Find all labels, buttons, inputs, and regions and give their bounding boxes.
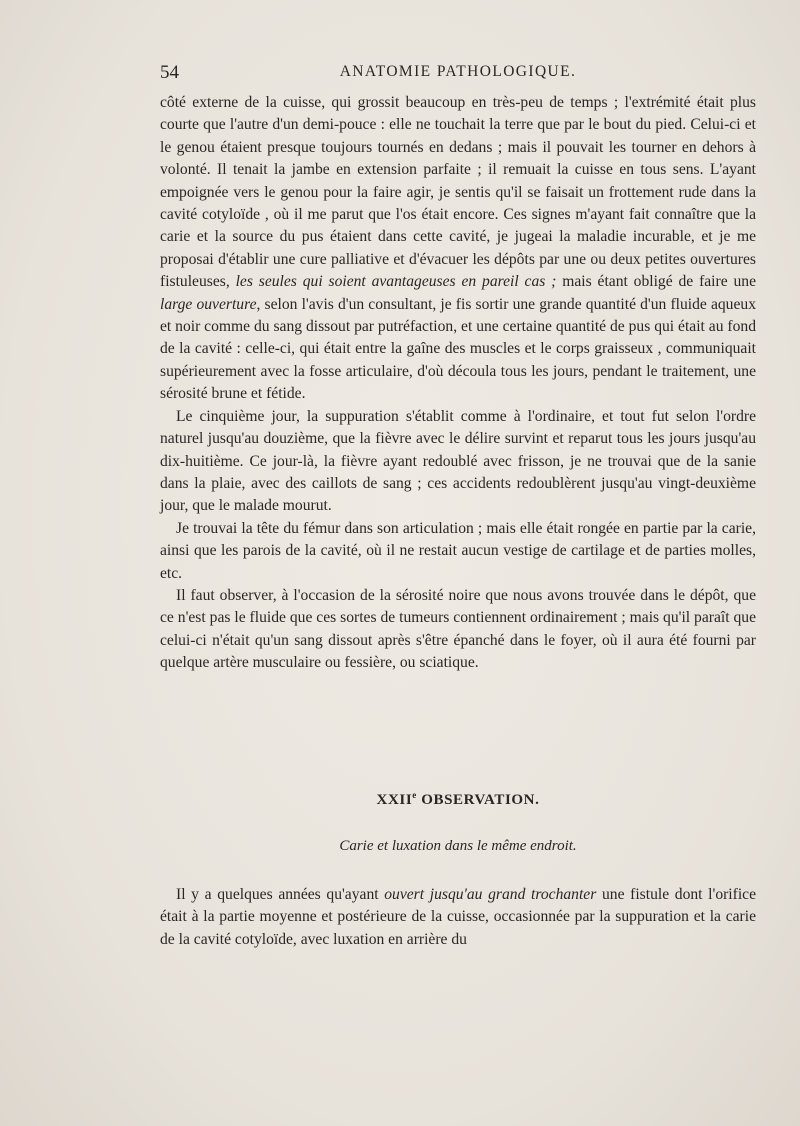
page-header [160, 62, 756, 86]
running-title: ANATOMIE PATHOLOGIQUE. [339, 63, 577, 80]
observation-heading: XXIIe OBSERVATION. [376, 790, 540, 808]
paragraph: Il y a quelques années qu'ayant ouvert jusqu'au grand trochanter une fistule dont l'orifice était à la partie moyenne et postérieure de la cuisse, occasionnée par la suppuration et la carie de la cavité cotyloïde, avec luxation en arrière du [160, 886, 757, 948]
observation-subtitle: Carie et luxation dans le même endroit. [339, 838, 577, 854]
italic-phrase: ouvert jusqu'au grand trochanter [384, 886, 597, 903]
paragraph: Il faut observer, à l'occasion de la sérosité noire que nous avons trouvée dans le dépôt, que ce n'est pas le fluide que ces sortes de tumeurs contiennent ordinairement ; mais qu'il paraît que celui-ci n'était qu'un sang dissout après s'être épanché dans le foyer, où il aura été fourni par quelque artère musculaire ou fessière, ou sciatique. [160, 586, 756, 672]
italic-phrase: large ouverture [160, 295, 257, 313]
body-text-block-1 [160, 92, 756, 675]
body-text-block-2 [160, 884, 756, 951]
page-number: 54 [160, 62, 179, 83]
italic-phrase: les seules qui soient avantageuses en pareil cas ; [235, 273, 557, 291]
paragraph: Le cinquième jour, la suppuration s'établit comme à l'ordinaire, et tout fut selon l'ordre naturel jusqu'au douzième, que la fièvre avec le délire survint et reparut tous les jours jusqu'au dix-huitième. Ce jour-là, la fièvre ayant redoublé avec frisson, je ne trouvai que de la sanie dans la plaie, avec des caillots de sang ; ces accidents redoublèrent jusqu'au vingt-deuxième jour, que le malade mourut. [160, 407, 756, 515]
paragraph-continuation: côté externe de la cuisse, qui grossit beaucoup en très-peu de temps ; l'extrémité était plus courte que l'autre d'un demi-pouce : elle ne touchait la terre que par le bout du pied. Celui-ci et le genou étaient presque toujours tournés en dedans ; mais il pouvait les tourner en dehors à volonté. Il tenait la jambe en extension parfaite ; il remuait la cuisse en tous sens. L'ayant empoignée vers le genou pour la faire agir, je sentis qu'il se faisait un frottement rude dans la cavité cotyloïde , où il me parut que l'os était encore. Ces signes m'ayant fait connaître que la carie et la source du pus étaient dans cette cavité, je jugeai la maladie incurable, et je me proposai d'établir une cure palliative et d'évacuer les dépôts par une ou deux petites ouvertures fistuleuses, les seules qui soient avantageuses en pareil cas ; mais étant obligé de faire une large ouverture, selon l'avis d'un consultant, je fis sortir une grande quantité d'un fluide aqueux et noir comme du sang dissout par putréfaction, et une certaine quantité de pus qui était au fond de la cavité : celle-ci, qui était entre la gaîne des muscles et le corps graisseux , communiquait supérieurement avec la fosse articulaire, d'où découla tous les jours, pendant le traitement, une sérosité brune et fétide. [160, 94, 756, 403]
paragraph: Je trouvai la tête du fémur dans son articulation ; mais elle était rongée en partie par la carie, ainsi que les parois de la cavité, où il ne restait aucun vestige de cartilage et de parties molles, etc. [160, 519, 756, 582]
